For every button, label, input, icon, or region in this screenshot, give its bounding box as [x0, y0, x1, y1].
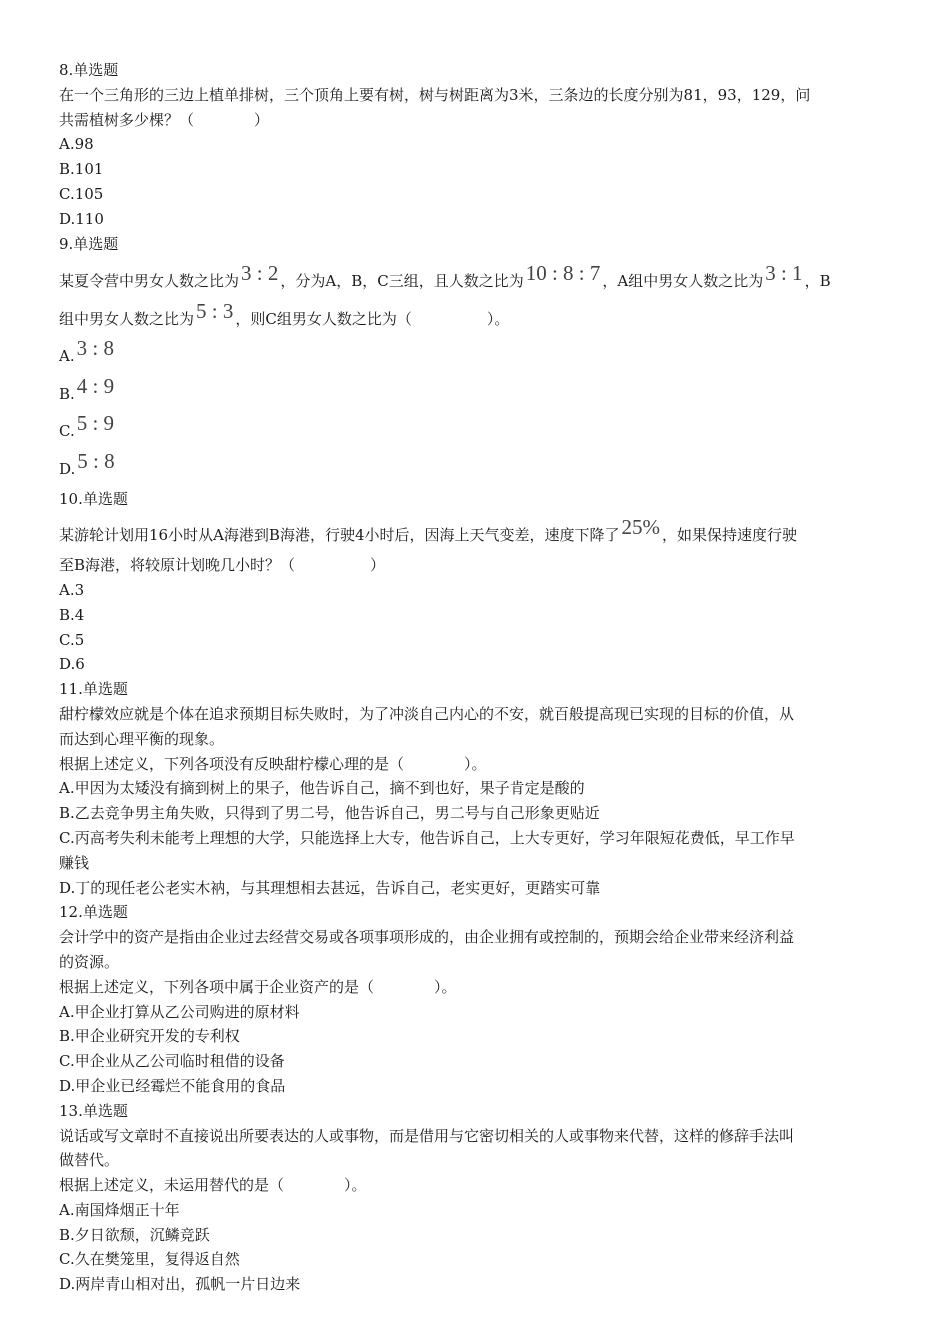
question-prompt: 根据上述定义，下列各项中属于企业资产的是（ ）。 [59, 977, 457, 996]
question-header: 11.单选题 [59, 680, 128, 699]
option-b[interactable]: B.甲企业研究开发的专利权 [59, 1027, 240, 1046]
question-header: 13.单选题 [59, 1101, 128, 1120]
question-header: 10.单选题 [59, 490, 128, 509]
question-text: 至B海港，将较原计划晚几小时？（ ） [59, 556, 386, 575]
ratio-formula: 3 : 2 [241, 261, 279, 286]
question-text [59, 515, 891, 553]
question-text: 会计学中的资产是指由企业过去经营交易或各项事项形成的，由企业拥有或控制的，预期会给企业带来经济利益 [59, 928, 795, 947]
percent-formula: 25% [621, 515, 660, 540]
question-text: 做替代。 [59, 1151, 120, 1170]
option-label: C. [59, 422, 75, 441]
option-c[interactable]: C.5 [59, 630, 85, 649]
option-formula: 5 : 8 [77, 448, 115, 473]
option-label: B. [59, 384, 75, 403]
option-a[interactable]: A.3 [59, 580, 85, 599]
ratio-formula: 10 : 8 : 7 [525, 261, 601, 286]
option-c[interactable]: C.久在樊笼里，复得返自然 [59, 1250, 240, 1269]
ratio-formula: 3 : 1 [765, 261, 803, 286]
question-text [59, 262, 891, 300]
option-label: D. [59, 459, 76, 478]
question-text: 共需植树多少棵？（ ） [59, 110, 270, 129]
option-b[interactable]: B.101 [59, 160, 104, 179]
option-c[interactable] [59, 412, 891, 450]
option-label: A. [59, 347, 75, 366]
text-segment: ，则C组男女人数之比为（ ）。 [235, 309, 510, 328]
document-page [59, 58, 891, 1297]
question-13 [59, 1099, 891, 1297]
option-a[interactable]: A.南国烽烟正十年 [59, 1200, 180, 1219]
question-prompt: 根据上述定义，下列各项没有反映甜柠檬心理的是（ ）。 [59, 754, 487, 773]
question-header: 8.单选题 [59, 61, 119, 79]
option-c[interactable]: C.丙高考失利未能考上理想的大学，只能选择上大专，他告诉自己，上大专更好，学习年限短花费低，早工作早 [59, 828, 795, 847]
question-text: 甜柠檬效应就是个体在追求预期目标失败时，为了冲淡自己内心的不安，就百般提高现已实现的目标的价值，从 [59, 704, 795, 723]
option-a[interactable] [59, 337, 891, 375]
option-d[interactable]: D.110 [59, 209, 104, 228]
option-d[interactable]: D.两岸青山相对出，孤帆一片日边来 [59, 1275, 301, 1294]
text-segment: ，A组中男女人数之比为 [602, 272, 764, 291]
option-c-continued[interactable]: 赚钱 [59, 853, 90, 872]
text-segment: 某游轮计划用16小时从A海港到B海港，行驶4小时后，因海上天气变差，速度下降了 [59, 526, 620, 545]
option-d[interactable]: D.丁的现任老公老实木衲，与其理想相去甚远，告诉自己，老实更好，更踏实可靠 [59, 878, 601, 897]
question-header: 12.单选题 [59, 903, 128, 922]
text-segment: ，B [804, 272, 831, 291]
text-segment: 组中男女人数之比为 [59, 309, 195, 328]
question-12 [59, 900, 891, 1098]
option-c[interactable]: C.甲企业从乙公司临时租借的设备 [59, 1052, 285, 1071]
question-11 [59, 677, 891, 900]
option-d[interactable] [59, 450, 891, 488]
option-d[interactable]: D.6 [59, 655, 85, 674]
question-text: 而达到心理平衡的现象。 [59, 729, 225, 748]
option-a[interactable]: A.甲因为太矮没有摘到树上的果子，他告诉自己，摘不到也好，果子肯定是酸的 [59, 779, 585, 798]
question-text [59, 300, 891, 338]
option-b[interactable]: B.夕日欲颓，沉鳞竞跃 [59, 1225, 210, 1244]
option-b[interactable] [59, 375, 891, 413]
question-text: 说话或写文章时不直接说出所要表达的人或事物，而是借用与它密切相关的人或事物来代替，这样的修辞手法叫 [59, 1126, 795, 1145]
ratio-formula: 5 : 3 [196, 298, 234, 323]
option-a[interactable]: A.98 [59, 135, 94, 154]
text-segment: ，分为A，B，C三组，且人数之比为 [280, 272, 524, 291]
option-formula: 4 : 9 [76, 373, 115, 398]
question-text: 的资源。 [59, 952, 120, 971]
option-formula: 3 : 8 [76, 336, 114, 361]
option-a[interactable]: A.甲企业打算从乙公司购进的原材料 [59, 1002, 300, 1021]
question-header: 9.单选题 [59, 234, 119, 253]
text-segment: 某夏令营中男女人数之比为 [59, 272, 240, 291]
text-segment: ，如果保持速度行驶 [662, 526, 798, 545]
option-b[interactable]: B.乙去竞争男主角失败，只得到了男二号，他告诉自己，男二号与自己形象更贴近 [59, 804, 600, 823]
option-d[interactable]: D.甲企业已经霉烂不能食用的食品 [59, 1076, 286, 1095]
option-c[interactable]: C.105 [59, 184, 104, 203]
question-9 [59, 232, 891, 488]
question-8 [59, 58, 891, 232]
question-10 [59, 487, 891, 677]
option-formula: 5 : 9 [76, 411, 115, 436]
question-text: 在一个三角形的三边上植单排树，三个顶角上要有树，树与树距离为3米，三条边的长度分别为81，93，129，问 [59, 85, 811, 104]
option-b[interactable]: B.4 [59, 605, 85, 624]
question-prompt: 根据上述定义，未运用替代的是（ ）。 [59, 1176, 367, 1195]
